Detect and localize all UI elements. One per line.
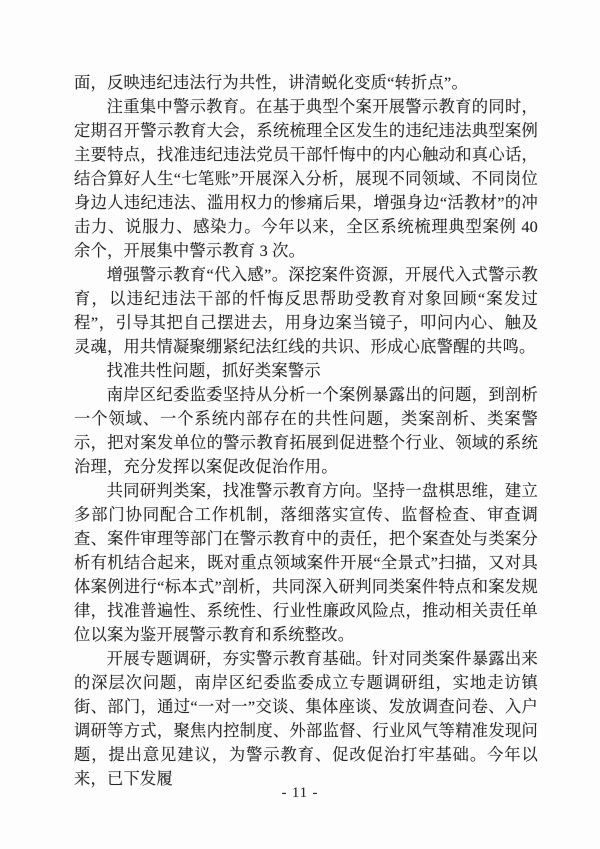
page-number: - 11 -: [281, 785, 319, 801]
document-text-block: [74, 71, 538, 791]
paragraph-continuation: 面，反映违纪违法行为共性，讲清蜕化变质“转折点”。: [74, 73, 468, 92]
section-heading: 找准共性问题，抓好类案警示: [106, 361, 321, 380]
paragraph: 注重集中警示教育。在基于典型个案开展警示教育的同时，定期召开警示教育大会，系统梳理全区发生的违纪违法典型案例主要特点，找准违纪违法党员干部忏悔中的内心触动和真心话，结合算好人生“七笔账”开展深入分析，展现不同领域、不同岗位身边人违纪违法、滥用权力的惨痛后果，增强身边“活教材”的冲击力、说服力、感染力。今年以来，全区系统梳理典型案例 40 余个，开展集中警示教育 3 次。: [74, 97, 538, 260]
paragraph: 开展专题调研，夯实警示教育基础。针对同类案件暴露出来的深层次问题，南岸区纪委监委成立专题调研组，实地走访镇街、部门，通过“一对一”交谈、集体座谈、发放调查问卷、入户调研等方式，聚焦内控制度、外部监督、行业风气等精准发现问题，提出意见建议，为警示教育、促改促治打牢基础。今年以来，已下发履: [74, 649, 538, 788]
paragraph: 增强警示教育“代入感”。深挖案件资源，开展代入式警示教育，以违纪违法干部的忏悔反思帮助受教育对象回顾“案发过程”，引导其把自己摆进去，用身边案当镜子，叩问内心、触及灵魂，用共情凝聚绷紧纪法红线的共识、形成心底警醒的共鸣。: [74, 265, 538, 356]
paragraph: 共同研判类案，找准警示教育方向。坚持一盘棋思维，建立多部门协同配合工作机制，落细落实宣传、监督检查、审查调查、案件审理等部门在警示教育中的责任，把个案查处与类案分析有机结合起来，既对重点领域案件开展“全景式”扫描，又对具体案例进行“标本式”剖析，共同深入研判同类案件特点和案发规律，找准普遍性、系统性、行业性廉政风险点，推动相关责任单位以案为鉴开展警示教育和系统整改。: [74, 481, 538, 644]
paragraph: 南岸区纪委监委坚持从分析一个案例暴露出的问题，到剖析一个领域、一个系统内部存在的共性问题，类案剖析、类案警示，把对案发单位的警示教育拓展到促进整个行业、领域的系统治理，充分发挥以案促改促治作用。: [74, 385, 538, 476]
